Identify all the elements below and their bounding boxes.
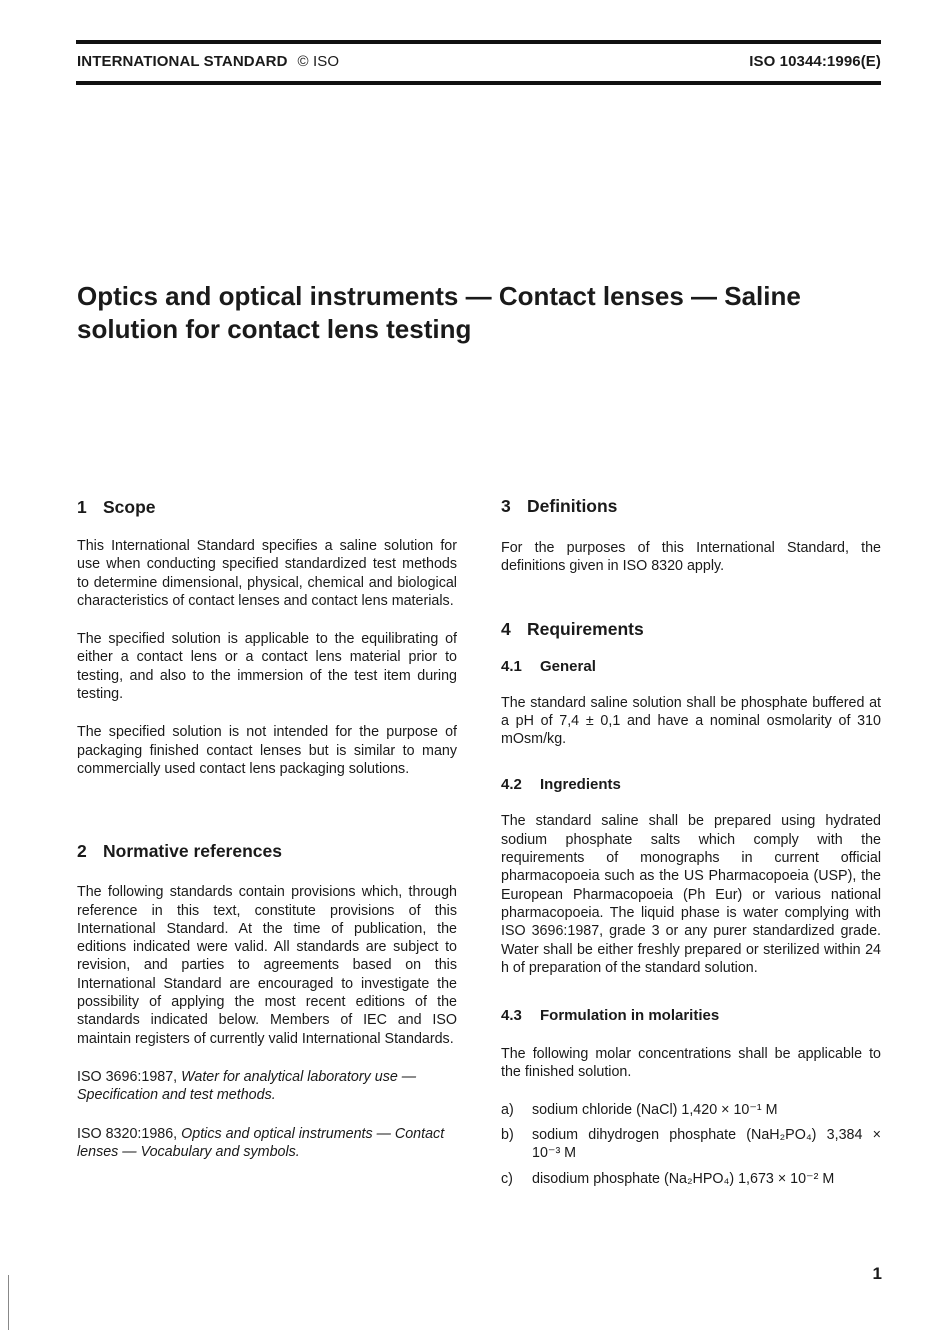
section-number: 3 bbox=[501, 496, 511, 516]
reference-title: Water for analytical laboratory use — Specification and test methods. bbox=[77, 1068, 417, 1104]
scan-margin-line bbox=[8, 1275, 9, 1330]
header-left bbox=[77, 53, 339, 70]
title-line-2: solution for contact lens testing bbox=[77, 314, 472, 344]
subsection-title: Formulation in molarities bbox=[540, 1007, 720, 1025]
section-title: Definitions bbox=[527, 496, 618, 516]
subsection-ingredients-heading bbox=[501, 775, 881, 795]
list-item-label: c) bbox=[501, 1170, 513, 1187]
subsection-general-heading bbox=[501, 657, 881, 677]
subsection-title: Ingredients bbox=[540, 776, 621, 794]
page-number: 1 bbox=[872, 1264, 882, 1283]
reference-iso-8320 bbox=[77, 1125, 457, 1162]
document-title bbox=[77, 280, 897, 346]
reference-title: Optics and optical instruments — Contact lenses — Vocabulary and symbols. bbox=[77, 1125, 445, 1160]
section-number: 4 bbox=[501, 618, 511, 639]
subsection-title: General bbox=[540, 657, 596, 675]
subsection-number: 4.3 bbox=[501, 1007, 522, 1025]
reference-code: ISO 8320:1986, bbox=[77, 1125, 178, 1142]
section-definitions-heading bbox=[501, 495, 881, 517]
subsection-formulation-heading bbox=[501, 1006, 881, 1026]
reference-iso-3696 bbox=[77, 1068, 457, 1105]
header-bottom-rule bbox=[76, 81, 881, 85]
header-copyright: © ISO bbox=[297, 53, 340, 70]
subsection-number: 4.1 bbox=[501, 657, 522, 675]
scope-paragraph-2: The specified solution is applicable to the equilibrating of either a contact lens or a contact lens material prior to testing, and also to the immersion of the test item during testing. bbox=[77, 631, 457, 703]
section-requirements-heading bbox=[501, 618, 881, 640]
reference-code: ISO 3696:1987, bbox=[77, 1068, 178, 1085]
scope-paragraph-3: The specified solution is not intended for the purpose of packaging finished contact lenses but is similar to many commercially used contact lens packaging solutions. bbox=[77, 724, 457, 777]
list-item-label: a) bbox=[501, 1101, 514, 1118]
list-item-text: sodium chloride (NaCl) 1,420 × 10⁻¹ M bbox=[532, 1101, 778, 1118]
section-title: Scope bbox=[103, 497, 156, 517]
list-item-text: disodium phosphate (Na₂HPO₄) 1,673 × 10⁻² M bbox=[532, 1170, 835, 1187]
section-number: 1 bbox=[77, 497, 87, 517]
definitions-paragraph: For the purposes of this International Standard, the definitions given in ISO 8320 apply. bbox=[501, 540, 881, 575]
section-normative-heading bbox=[77, 840, 457, 862]
list-item bbox=[501, 1170, 881, 1188]
normative-paragraph: The following standards contain provisions which, through reference in this text, constitute provisions of this International Standard. At the time of publication, the editions indicated were valid. All standards are subject to revision, and parties to agreements based on this International Standard are encouraged to investigate the possibility of applying the most recent editions of the standards indicated below. Members of IEC and ISO maintain registers of currently valid International Standards. bbox=[77, 884, 457, 1047]
ingredients-paragraph: The standard saline shall be prepared using hydrated sodium phosphate salts which comply with the requirements of monographs in current official pharmacopoeia such as the US Pharmacopoeia (USP), the European Pharmacopoeia (Ph Eur) or various national pharmacopoeia. The liquid phase is water complying with ISO 3696:1987, grade 3 or any purer standardized grade. Water shall be either freshly prepared or sterilized within 24 h of preparation of the standard solution. bbox=[501, 813, 881, 976]
header-document-number: ISO 10344:1996(E) bbox=[749, 53, 881, 70]
header-top-rule bbox=[76, 40, 881, 44]
formulation-paragraph: The following molar concentrations shall be applicable to the finished solution. bbox=[501, 1046, 881, 1081]
header-standard-label: INTERNATIONAL STANDARD bbox=[77, 53, 288, 70]
left-column bbox=[77, 496, 457, 1161]
right-column bbox=[501, 495, 881, 1188]
list-item-text: sodium dihydrogen phosphate (NaH₂PO₄) 3,384 × 10⁻³ M bbox=[532, 1126, 881, 1161]
molarity-list bbox=[501, 1101, 881, 1188]
title-line-1: Optics and optical instruments — Contact lenses — Saline bbox=[77, 281, 801, 311]
scope-paragraph-1: This International Standard specifies a saline solution for use when conducting specified standardized test methods to determine dimensional, physical, chemical and biological characteristics of contact lenses and contact lens materials. bbox=[77, 538, 457, 609]
section-title: Normative references bbox=[103, 841, 282, 862]
list-item-label: b) bbox=[501, 1126, 514, 1143]
list-item bbox=[501, 1126, 881, 1162]
list-item bbox=[501, 1101, 881, 1119]
section-title: Requirements bbox=[527, 618, 644, 639]
section-number: 2 bbox=[77, 841, 87, 862]
general-paragraph: The standard saline solution shall be phosphate buffered at a pH of 7,4 ± 0,1 and have a nominal osmolarity of 310 mOsm/kg. bbox=[501, 694, 881, 748]
section-scope-heading bbox=[77, 496, 457, 518]
subsection-number: 4.2 bbox=[501, 776, 522, 794]
